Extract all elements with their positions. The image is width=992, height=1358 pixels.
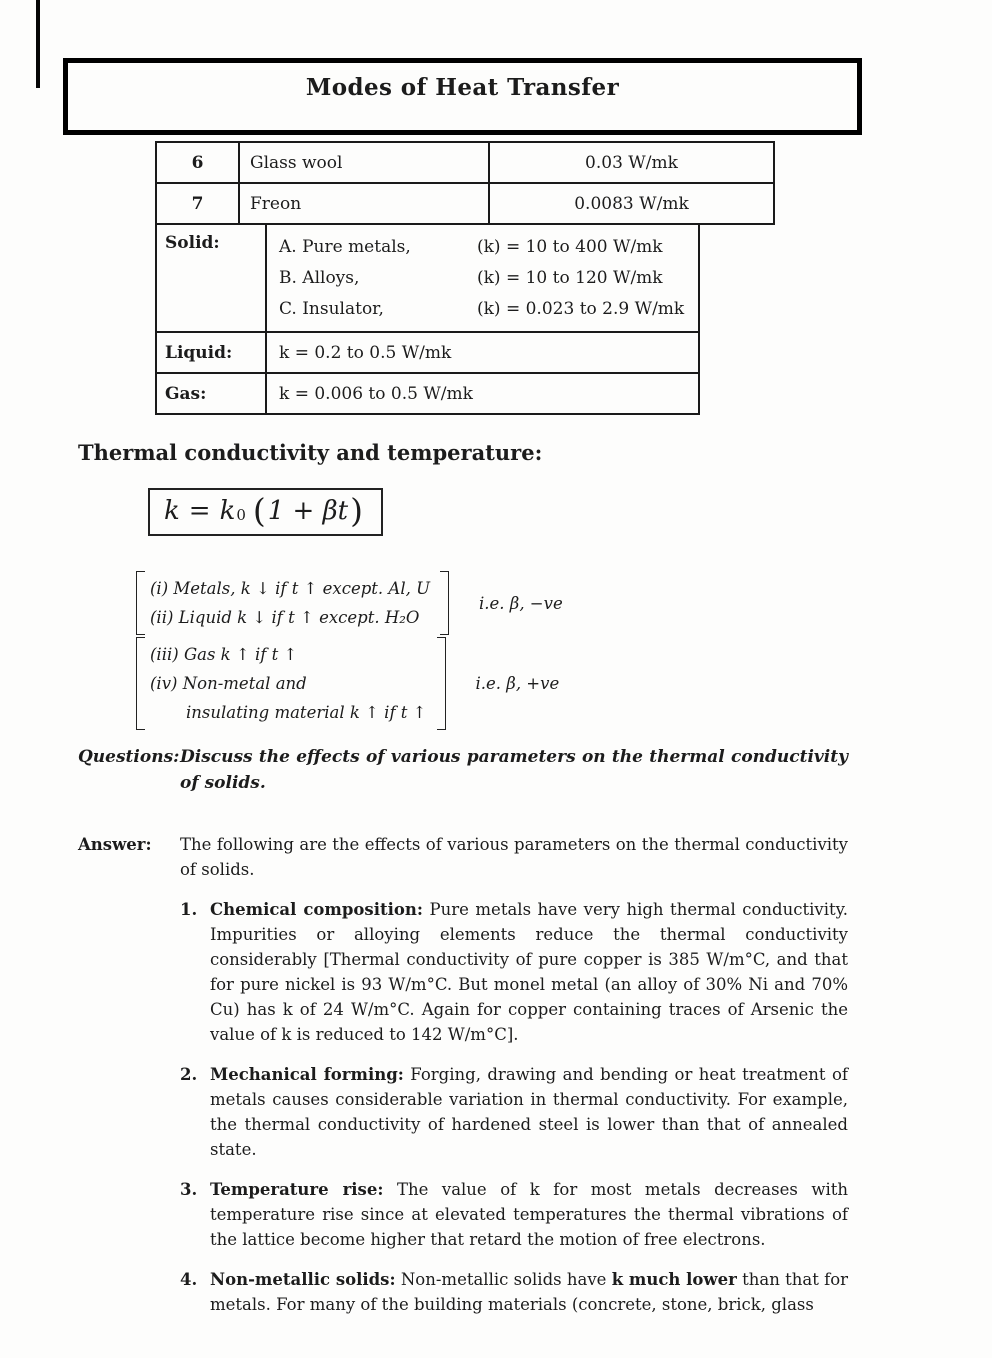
question-label: Questions: bbox=[78, 747, 180, 767]
item-lead: Chemical composition: bbox=[210, 900, 423, 919]
row-label: Gas: bbox=[157, 374, 267, 413]
solid-item-value: (k) = 10 to 400 W/mk bbox=[477, 237, 663, 257]
right-bracket bbox=[437, 637, 446, 730]
solid-item-value: (k) = 0.023 to 2.9 W/mk bbox=[477, 299, 685, 319]
solid-item bbox=[267, 263, 698, 294]
material-name: Glass wool bbox=[240, 143, 490, 182]
item-body-2: than that for metals. For many of the building materials (concrete, stone, brick, glass bbox=[210, 1270, 849, 1314]
left-bracket bbox=[136, 571, 145, 635]
title-box bbox=[63, 58, 862, 135]
answer-intro: The following are the effects of various parameters on the thermal conductivity of solids. bbox=[180, 835, 848, 879]
solid-item bbox=[267, 232, 698, 263]
item-text bbox=[210, 1062, 848, 1162]
table-row-glass-wool bbox=[155, 141, 775, 184]
question-answer-section bbox=[78, 744, 848, 1317]
row-label: Solid: bbox=[157, 225, 267, 331]
formula-open-paren: ( bbox=[252, 491, 266, 530]
note-line: insulating material k ↑ if t ↑ bbox=[186, 703, 427, 722]
item-lead: Non-metallic solids: bbox=[210, 1270, 396, 1289]
conductivity-table bbox=[155, 141, 775, 415]
table-row-gas bbox=[155, 372, 700, 415]
formula-base: k bbox=[219, 495, 236, 526]
list-item-chemical-composition bbox=[180, 897, 848, 1047]
formula-inner: 1 + βt bbox=[267, 495, 349, 526]
note-line: (iii) Gas k ↑ if t ↑ bbox=[150, 645, 298, 664]
note-line: (i) Metals, k ↓ if t ↑ except. Al, U bbox=[150, 579, 430, 598]
note-line: (ii) Liquid k ↓ if t ↑ except. H₂O bbox=[150, 608, 420, 627]
item-number: 1. bbox=[180, 900, 198, 919]
solid-item bbox=[267, 294, 698, 325]
item-number: 2. bbox=[180, 1065, 198, 1084]
solid-item-value: (k) = 10 to 120 W/mk bbox=[477, 268, 663, 288]
table-row-solid bbox=[155, 223, 700, 333]
left-bracket bbox=[136, 637, 145, 730]
item-text bbox=[210, 1267, 848, 1317]
item-body: The value of k for most metals decreases with temperature rise since at elevated temperatures the thermal vibrations of the lattice become higher that retard the motion of free electrons. bbox=[210, 1180, 848, 1249]
item-number: 4. bbox=[180, 1270, 198, 1289]
table-row-freon bbox=[155, 182, 775, 225]
solid-item-name: A. Pure metals, bbox=[279, 237, 411, 257]
solid-item-name: C. Insulator, bbox=[279, 299, 384, 319]
row-number: 7 bbox=[157, 184, 240, 223]
item-body: Pure metals have very high thermal conductivity. Impurities or alloying elements reduce the thermal conductivity considerably [Thermal conductivity of pure copper is 385 W/m°C, and that for pure nickel is 93 W/m°C. But monel metal (an alloy of 30% Ni and 70% Cu) has k of 24 W/m°C. Again for copper containing traces of Arsenic the value of k is reduced to 142 W/m°C]. bbox=[210, 900, 848, 1044]
answer-label: Answer: bbox=[78, 835, 152, 854]
item-body: Non-metallic solids have bbox=[395, 1270, 612, 1289]
item-inline-bold: k much lower bbox=[611, 1270, 737, 1289]
question-block bbox=[78, 744, 848, 796]
right-bracket bbox=[440, 571, 449, 635]
solid-item-name: B. Alloys, bbox=[279, 268, 360, 288]
formula-close-paren: ) bbox=[350, 491, 363, 530]
item-text bbox=[210, 897, 848, 1047]
formula-equals: = bbox=[188, 495, 211, 526]
answer-block bbox=[78, 832, 848, 882]
note-group-positive-beta bbox=[136, 637, 559, 730]
note-lines bbox=[145, 571, 440, 635]
row-label: Liquid: bbox=[157, 333, 267, 372]
note-line: (iv) Non-metal and bbox=[150, 674, 307, 693]
solid-items bbox=[267, 225, 698, 331]
page-title: Modes of Heat Transfer bbox=[305, 74, 620, 101]
formula-box bbox=[148, 488, 383, 536]
conductivity-value: 0.0083 W/mk bbox=[574, 193, 689, 214]
list-item-non-metallic-solids bbox=[180, 1267, 848, 1317]
row-number: 6 bbox=[157, 143, 240, 182]
question-text: Discuss the effects of various parameters on the thermal conductivity of solids. bbox=[180, 747, 848, 793]
item-body: Forging, drawing and bending or heat treatment of metals causes considerable variation in thermal conductivity. For example, the thermal conductivity of hardened steel is lower than that of annealed state. bbox=[210, 1065, 848, 1159]
note-group-negative-beta bbox=[136, 571, 563, 635]
list-item-mechanical-forming bbox=[180, 1062, 848, 1162]
table-row-liquid bbox=[155, 331, 700, 374]
answer-list bbox=[78, 897, 848, 1317]
conductivity-value: k = 0.006 to 0.5 W/mk bbox=[279, 383, 473, 404]
conductivity-value: k = 0.2 to 0.5 W/mk bbox=[279, 342, 452, 363]
item-lead: Temperature rise: bbox=[210, 1180, 384, 1199]
beta-negative-note: i.e. β, −ve bbox=[479, 593, 563, 613]
item-text bbox=[210, 1177, 848, 1252]
formula-lhs: k bbox=[164, 495, 180, 526]
scan-artifact-line bbox=[36, 0, 40, 88]
section-heading: Thermal conductivity and temperature: bbox=[78, 440, 543, 465]
conductivity-value: 0.03 W/mk bbox=[585, 152, 678, 173]
beta-positive-note: i.e. β, +ve bbox=[475, 674, 560, 693]
item-number: 3. bbox=[180, 1180, 198, 1199]
material-name: Freon bbox=[240, 184, 490, 223]
note-lines bbox=[145, 637, 437, 730]
list-item-temperature-rise bbox=[180, 1177, 848, 1252]
formula-subscript: 0 bbox=[236, 506, 246, 524]
item-lead: Mechanical forming: bbox=[210, 1065, 404, 1084]
